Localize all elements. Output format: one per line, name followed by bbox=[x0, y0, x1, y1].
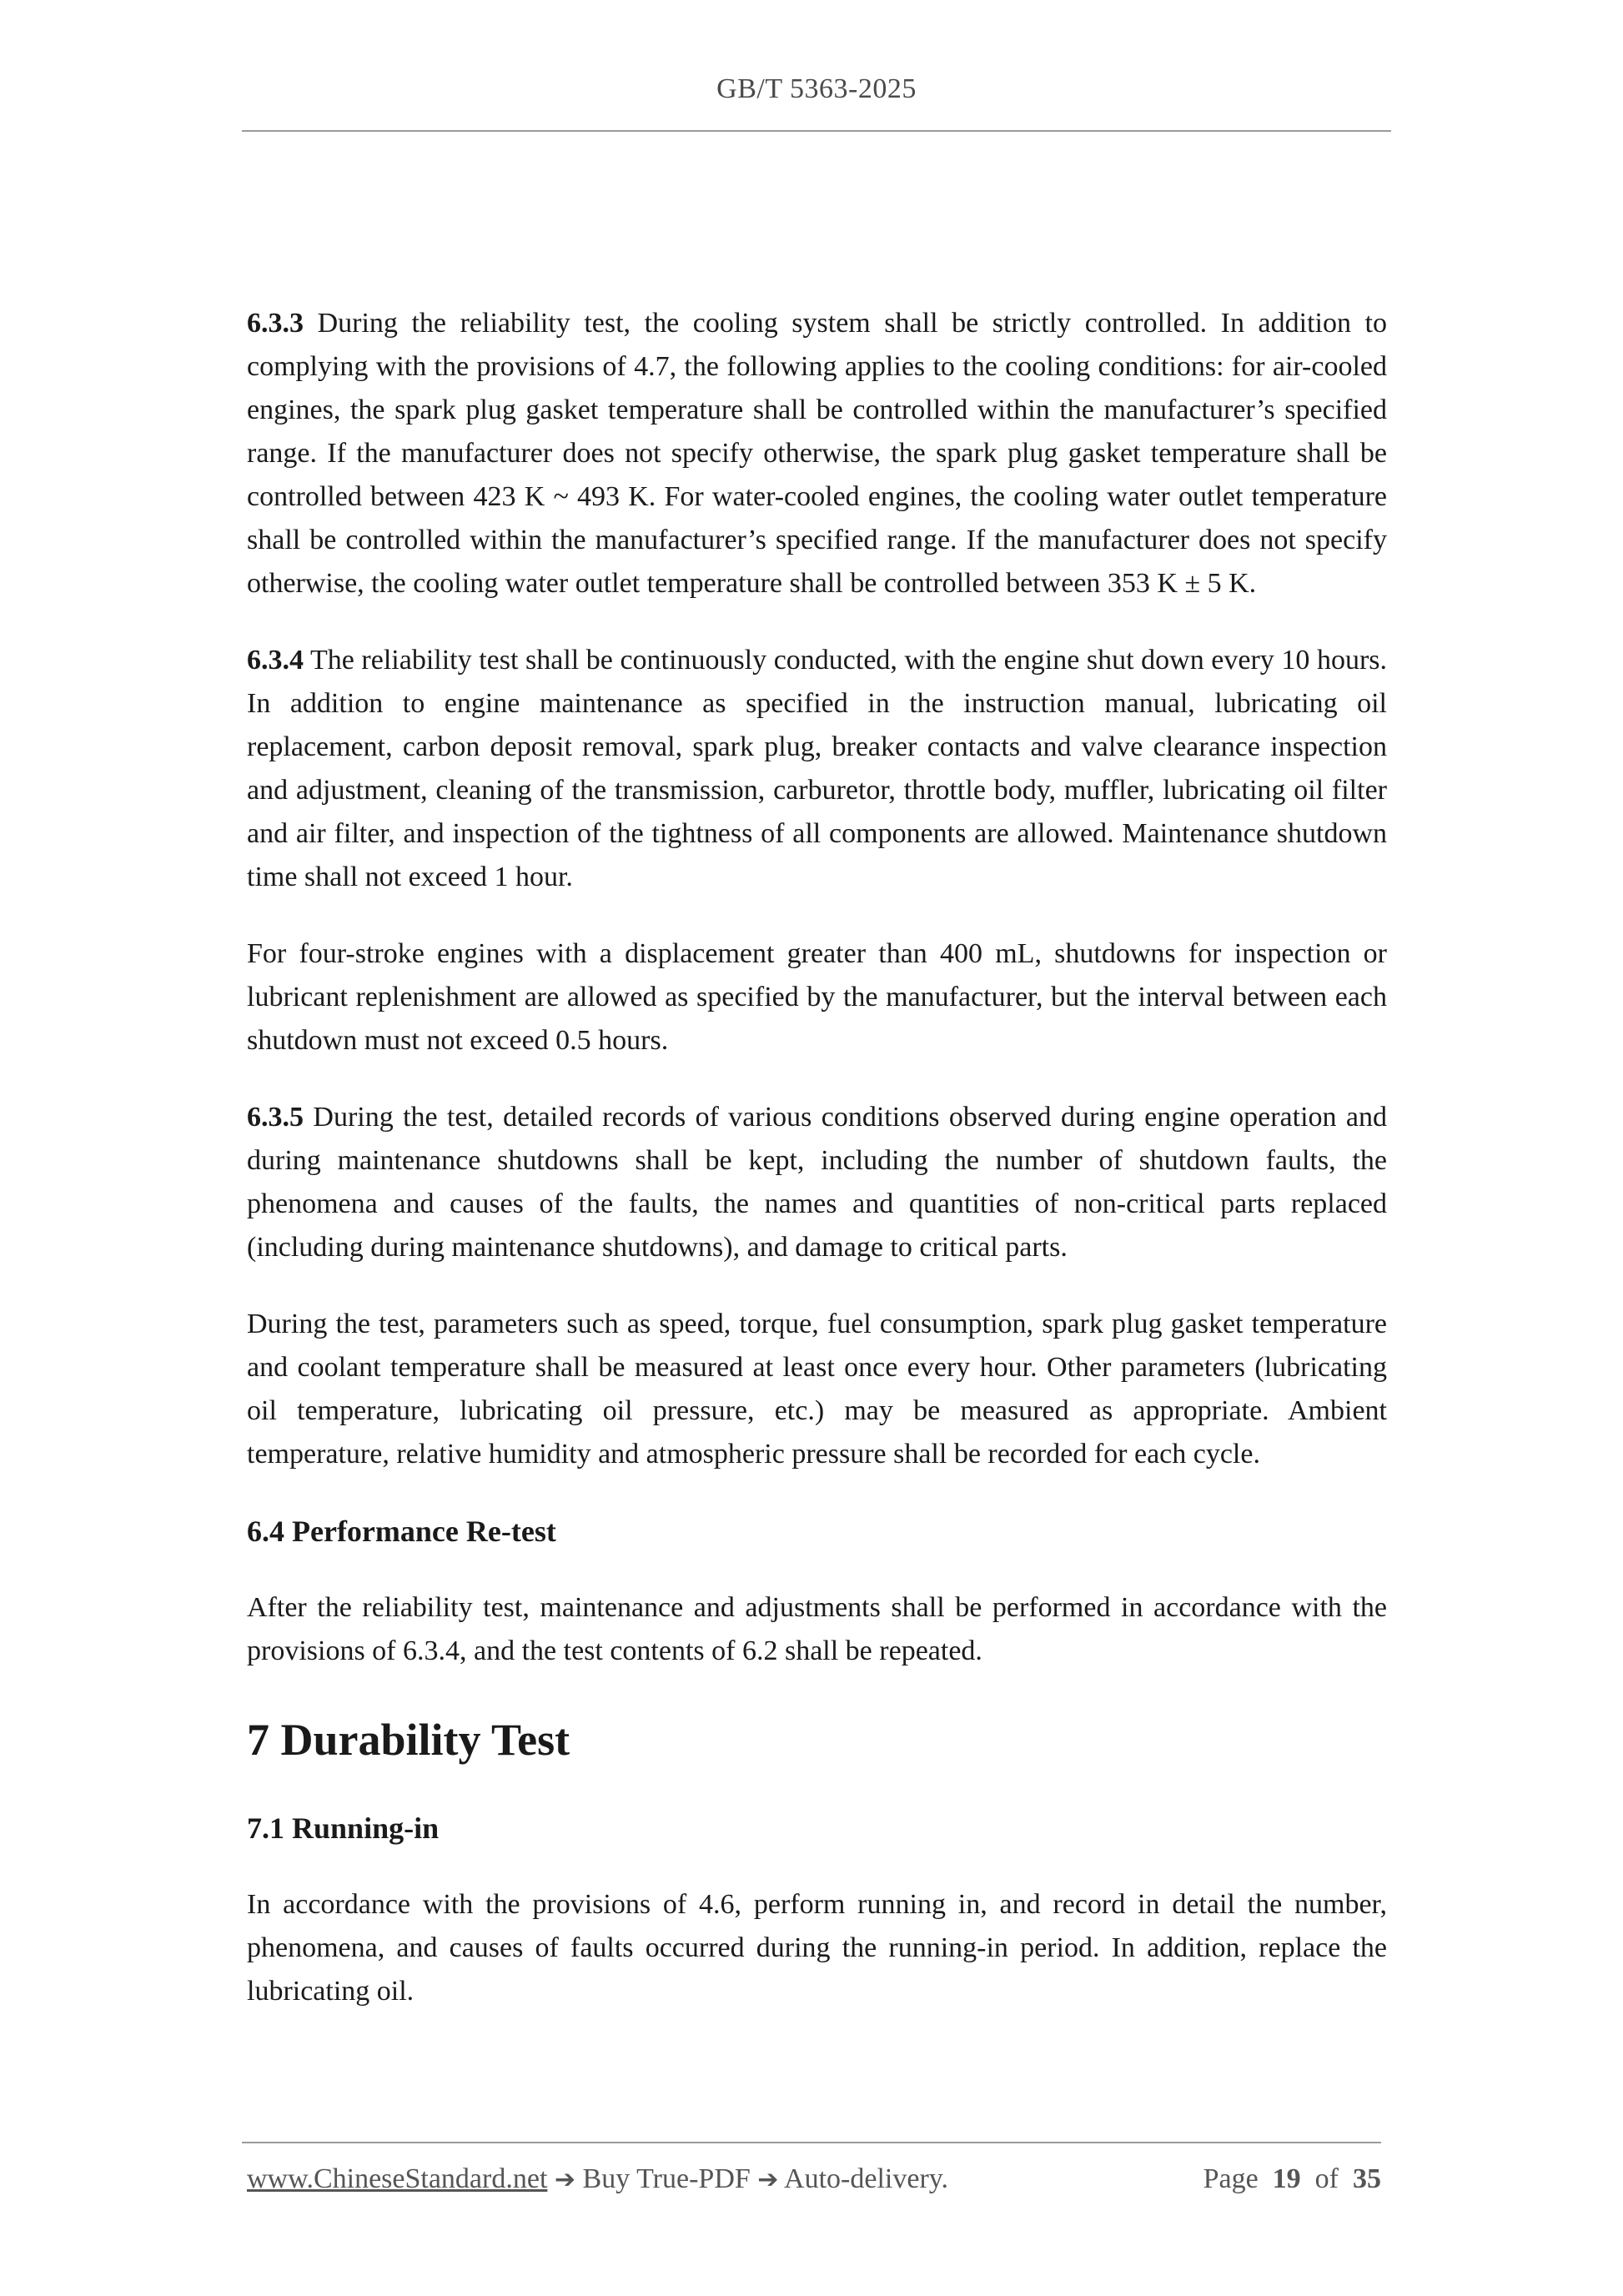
section-heading-7-1: 7.1 Running-in bbox=[247, 1811, 440, 1845]
clause-text: The reliability test shall be continuously conducted, with the engine shut down every 10 hours. In addition to engine maintenance as specified in the instruction manual, lubricating oil replacement, carbon deposit removal, spark plug, breaker contacts and valve clearance inspection and adjustment, cleaning of the transmission, carburetor, throttle body, muffler, lubricating oil filter and air filter, and inspection of the tightness of all components are allowed. Maintenance shutdown time shall not exceed 1 hour. bbox=[247, 645, 1388, 892]
page-content bbox=[247, 302, 1387, 2047]
clause-number: 6.3.3 bbox=[247, 308, 304, 339]
buy-true-pdf-text: Buy True-PDF bbox=[582, 2163, 751, 2194]
clause-text: During the reliability test, the cooling system shall be strictly controlled. In addition to complying with the provisions of 4.7, the following applies to the cooling conditions: for air-cooled engines, the spark plug gasket temperature shall be controlled within the manufacturer’s specified range. If the manufacturer does not specify otherwise, the spark plug gasket temperature shall be controlled between 423 K ~ 493 K. For water-cooled engines, the cooling water outlet temperature shall be controlled within the manufacturer’s specified range. If the manufacturer does not specify otherwise, the cooling water outlet temperature shall be controlled between 353 K ± 5 K. bbox=[247, 308, 1388, 599]
total-pages: 35 bbox=[1353, 2163, 1381, 2194]
current-page: 19 bbox=[1272, 2163, 1301, 2194]
clause-6-3-4 bbox=[247, 639, 1387, 899]
header-divider bbox=[242, 130, 1391, 132]
section-heading-6-4: 6.4 Performance Re-test bbox=[247, 1515, 556, 1548]
footer-divider bbox=[242, 2142, 1381, 2143]
section-7-1-text: In accordance with the provisions of 4.6, perform running in, and record in detail the number, phenomena, and causes of faults occurred during the running-in period. In addition, replace the lubricating oil. bbox=[247, 1889, 1387, 2007]
auto-delivery-text: Auto-delivery. bbox=[784, 2163, 949, 2194]
arrow-right-icon: ➔ bbox=[757, 2165, 779, 2194]
of-label: of bbox=[1314, 2163, 1339, 2194]
arrow-right-icon: ➔ bbox=[554, 2165, 576, 2194]
clause-6-3-3 bbox=[247, 302, 1387, 605]
section-6-4-text: After the reliability test, maintenance and adjustments shall be performed in accordance with the provisions of 6.3.4, and the test contents of 6.2 shall be repeated. bbox=[247, 1592, 1387, 1666]
chapter-heading-7: 7 Durability Test bbox=[247, 1715, 570, 1765]
clause-text: During the test, detailed records of various conditions observed during engine operation and during maintenance shutdowns shall be kept, including the number of shutdown faults, the phenomena and causes of the faults, the names and quantities of non-critical parts replaced (including during maintenance shutdowns), and damage to critical parts. bbox=[247, 1102, 1388, 1263]
page-number bbox=[1203, 2163, 1381, 2195]
clause-6-3-5 bbox=[247, 1096, 1387, 1269]
clause-number: 6.3.5 bbox=[247, 1102, 304, 1133]
clause-6-3-5-paragraph-2: During the test, parameters such as speed, torque, fuel consumption, spark plug gasket temperature and coolant temperature shall be measured at least once every hour. Other parameters (lubricating oil temperature, lubricating oil pressure, etc.) may be measured as appropriate. Ambient temperature, relative humidity and atmospheric pressure shall be recorded for each cycle. bbox=[247, 1309, 1387, 1470]
page-header: GB/T 5363-2025 bbox=[716, 73, 917, 104]
clause-number: 6.3.4 bbox=[247, 645, 304, 676]
clause-6-3-4-paragraph-2: For four-stroke engines with a displacement greater than 400 mL, shutdowns for inspection or lubricant replenishment are allowed as specified by the manufacturer, but the interval between each shutdown must not exceed 0.5 hours. bbox=[247, 938, 1387, 1056]
footer-links bbox=[247, 2163, 948, 2195]
website-link[interactable]: www.ChineseStandard.net bbox=[247, 2163, 548, 2194]
page-label: Page bbox=[1203, 2163, 1259, 2194]
